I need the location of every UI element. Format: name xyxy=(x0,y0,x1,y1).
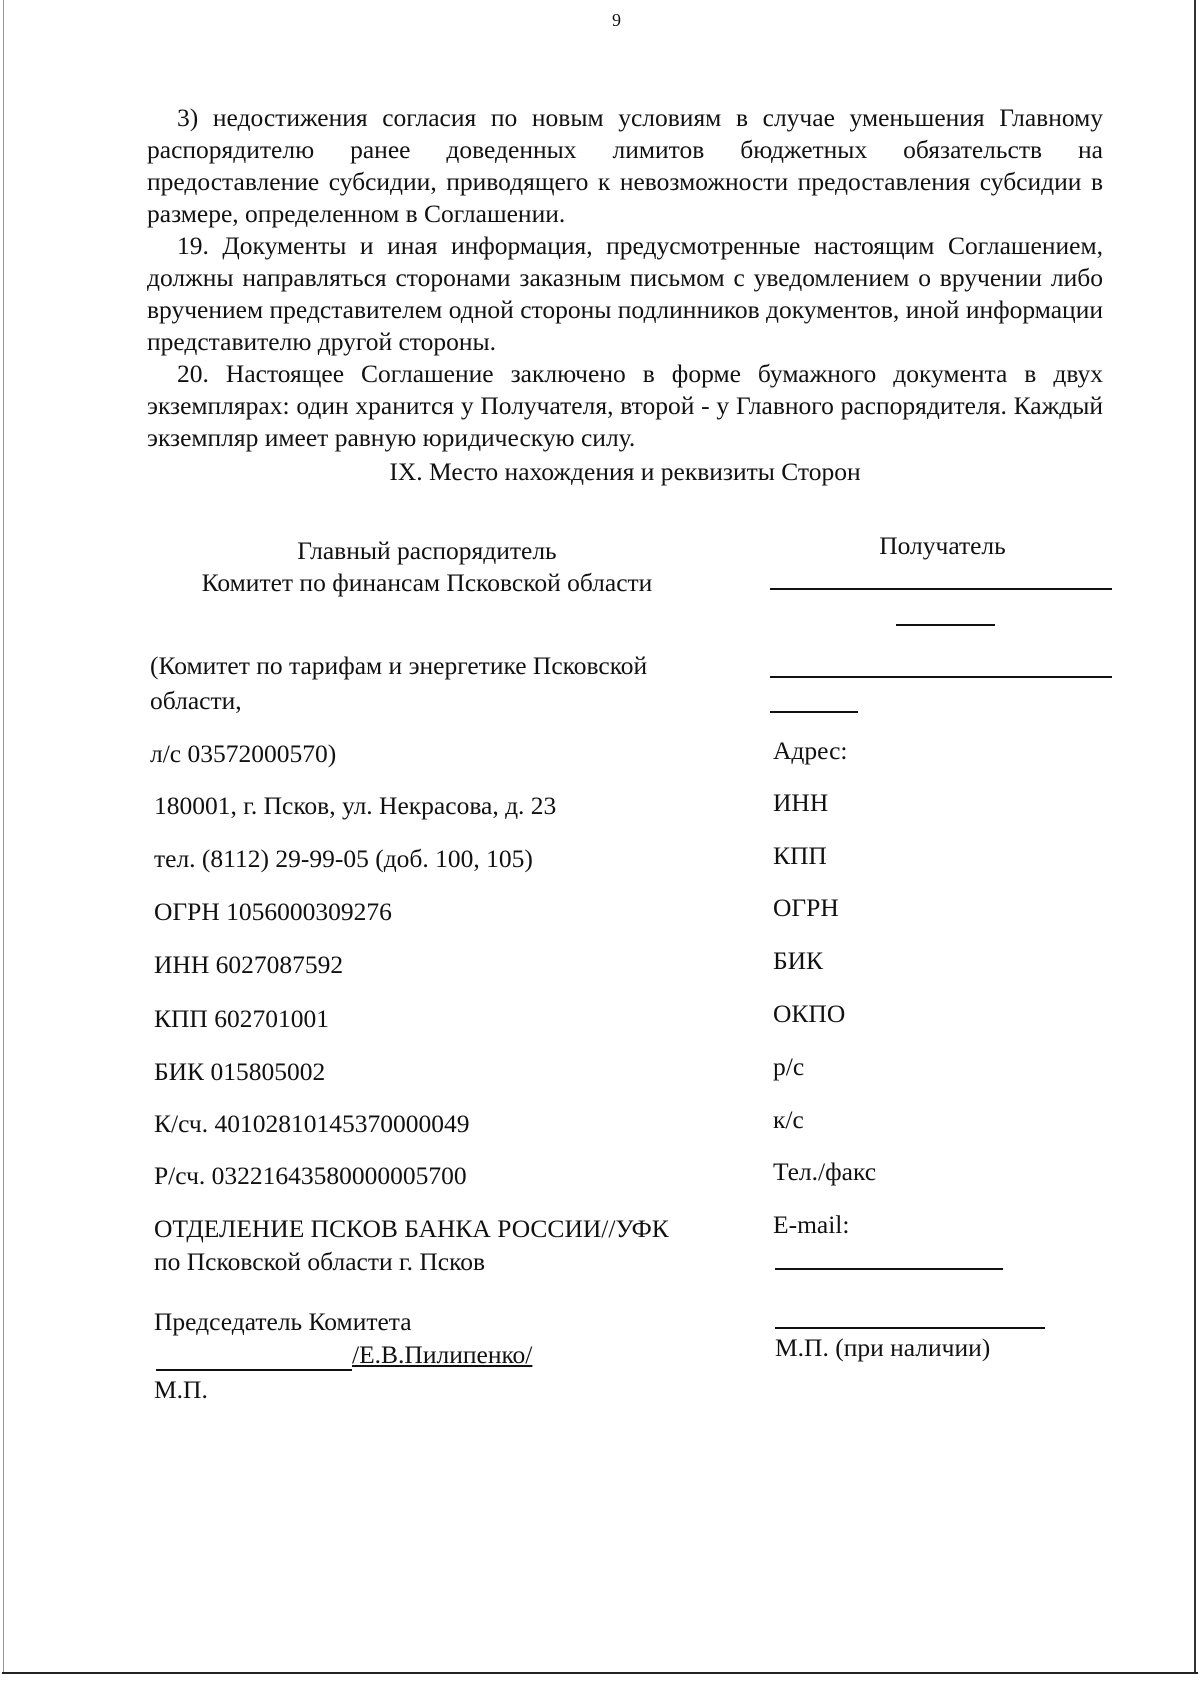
left-stamp: М.П. xyxy=(154,1375,208,1404)
paragraph-19-text: 19. Документы и иная информация, предусмотренные настоящим Соглашением, должны направляться сторонами заказным письмом с уведомлением о вручении либо вручением представителем одной стороны подлинников документов, иной информации представителю другой стороны. xyxy=(147,231,1103,356)
left-inn: ИНН 6027087592 xyxy=(154,950,344,979)
signature-blank-line xyxy=(156,1369,352,1371)
right-stamp: М.П. (при наличии) xyxy=(775,1333,991,1362)
right-ogrn: ОГРН xyxy=(773,893,839,922)
left-bank-line2: по Псковской области г. Псков xyxy=(154,1247,485,1276)
page-border-left xyxy=(3,0,4,1674)
left-bank-line1: ОТДЕЛЕНИЕ ПСКОВ БАНКА РОССИИ//УФК xyxy=(154,1214,669,1243)
left-ks: К/сч. 40102810145370000049 xyxy=(154,1109,470,1138)
right-rs: р/с xyxy=(773,1052,805,1081)
page-number: 9 xyxy=(612,10,621,30)
left-address: 180001, г. Псков, ул. Некрасова, д. 23 xyxy=(154,791,557,820)
left-heading-line2: Комитет по финансам Псковской области xyxy=(201,568,653,597)
right-phone: Тел./факс xyxy=(773,1157,877,1186)
left-org-line2: области, xyxy=(150,686,242,715)
page-border-right xyxy=(1194,0,1196,1674)
recipient-email-line xyxy=(775,1268,1003,1270)
recipient-name-line2 xyxy=(896,624,995,626)
left-kpp: КПП 602701001 xyxy=(154,1004,329,1033)
right-email: E-mail: xyxy=(773,1210,850,1239)
recipient-signature-line xyxy=(775,1327,1045,1329)
recipient-name-line3 xyxy=(770,676,1112,678)
right-address: Адрес: xyxy=(773,736,848,765)
recipient-name-line1 xyxy=(770,588,1112,590)
section-title: IX. Место нахождения и реквизиты Сторон xyxy=(389,457,861,486)
right-ks: к/с xyxy=(773,1105,804,1134)
paragraph-19 xyxy=(147,230,1103,358)
left-bik: БИК 015805002 xyxy=(154,1057,326,1086)
left-account: л/с 03572000570) xyxy=(150,739,337,768)
paragraph-20-text: 20. Настоящее Соглашение заключено в форме бумажного документа в двух экземплярах: один хранится у Получателя, второй - у Главного распорядителя. Каждый экземпляр имеет равную юридическую силу. xyxy=(147,359,1103,452)
right-heading: Получатель xyxy=(879,531,1006,560)
left-chair: Председатель Комитета xyxy=(154,1307,412,1336)
right-inn: ИНН xyxy=(773,788,829,817)
left-heading-line1: Главный распорядитель xyxy=(297,536,557,565)
left-org-line1: (Комитет по тарифам и энергетике Псковской xyxy=(150,651,648,680)
paragraph-3-text: 3) недостижения согласия по новым условиям в случае уменьшения Главному распорядителю ранее доведенных лимитов бюджетных обязательств на предоставление субсидии, приводящего к невозможности предоставления субсидии в размере, определенном в Соглашении. xyxy=(147,103,1103,228)
left-signature-name: /Е.В.Пилипенко/ xyxy=(352,1340,533,1369)
right-okpo: ОКПО xyxy=(773,999,846,1028)
paragraph-3 xyxy=(147,102,1103,230)
left-phone: тел. (8112) 29-99-05 (доб. 100, 105) xyxy=(154,844,533,873)
right-bik: БИК xyxy=(773,946,824,975)
right-kpp: КПП xyxy=(773,841,827,870)
page-border-bottom xyxy=(2,1672,1198,1674)
left-ogrn: ОГРН 1056000309276 xyxy=(154,897,392,926)
left-rs: Р/сч. 03221643580000005700 xyxy=(154,1161,467,1190)
recipient-name-line4 xyxy=(770,711,858,713)
paragraph-20 xyxy=(147,358,1103,454)
